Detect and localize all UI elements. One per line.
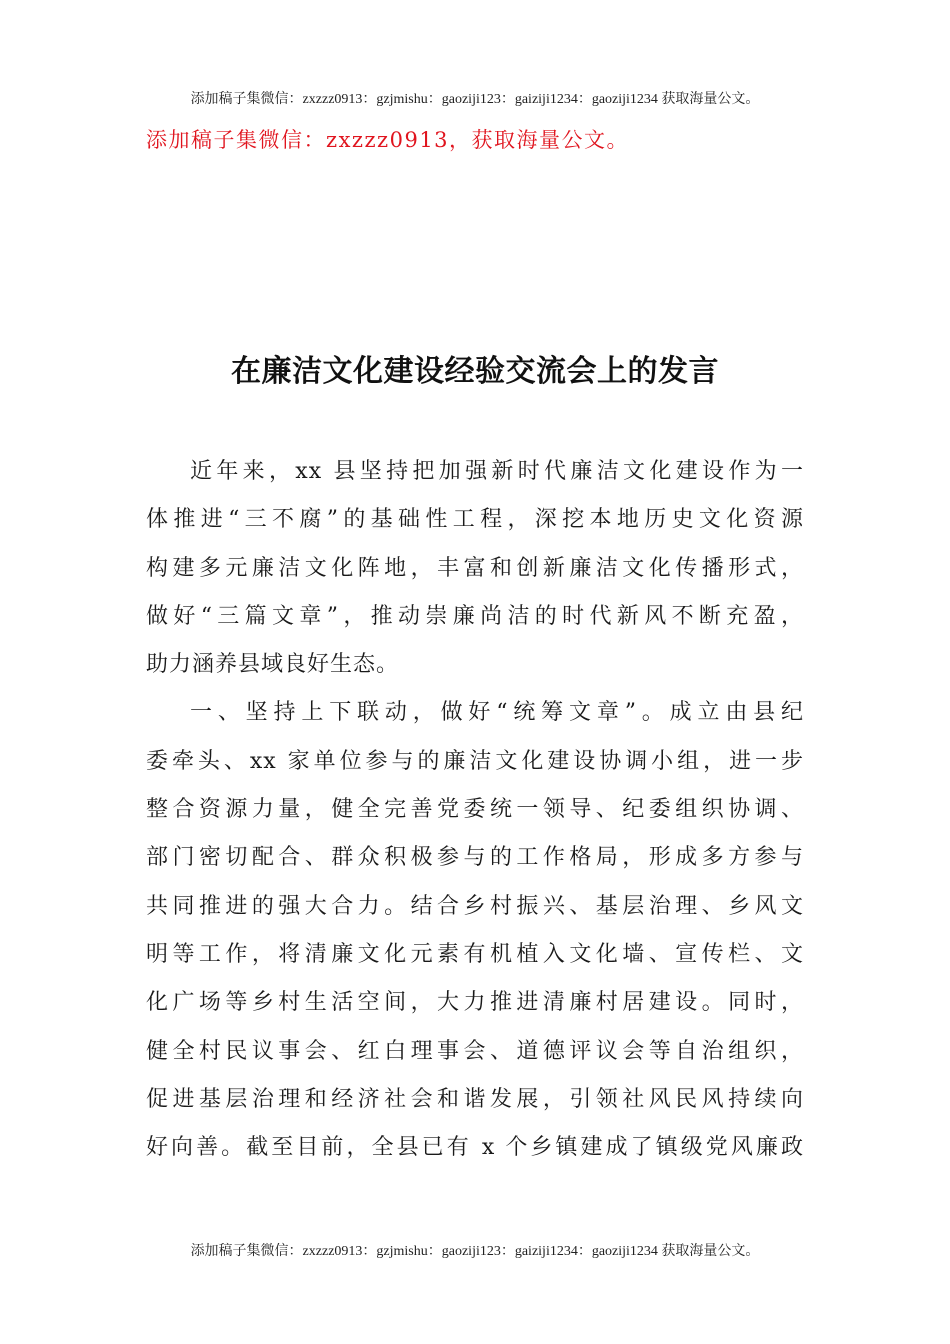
paragraph-intro bbox=[146, 448, 804, 689]
text-line: 化广场等乡村生活空间，大力推进清廉村居建设。同时， bbox=[146, 990, 804, 1016]
text-line: 促进基层治理和经济社会和谐发展，引领社风民风持续向 bbox=[146, 1086, 804, 1112]
text-line: 做好“三篇文章”，推动崇廉尚洁的时代新风不断充盈， bbox=[146, 603, 804, 629]
text-line: 构建多元廉洁文化阵地，丰富和创新廉洁文化传播形式， bbox=[146, 555, 804, 581]
text-line: 整合资源力量，健全完善党委统一领导、纪委组织协调、 bbox=[146, 797, 804, 823]
text-line: 助力涵养县域良好生态。 bbox=[146, 652, 400, 678]
text-line: 委牵头、xx 家单位参与的廉洁文化建设协调小组，进一步 bbox=[146, 748, 804, 774]
text-line: 健全村民议事会、红白理事会、道德评议会等自治组织， bbox=[146, 1038, 804, 1064]
red-promo-note: 添加稿子集微信：zxzzz0913，获取海量公文。 bbox=[146, 128, 630, 152]
text-line: 体推进“三不腐”的基础性工程，深挖本地历史文化资源 bbox=[146, 507, 804, 533]
document-title: 在廉洁文化建设经验交流会上的发言 bbox=[231, 354, 719, 389]
text-line: 明等工作，将清廉文化元素有机植入文化墙、宣传栏、文 bbox=[146, 941, 804, 967]
document-body bbox=[146, 448, 804, 1172]
text-line: 共同推进的强大合力。结合乡村振兴、基层治理、乡风文 bbox=[146, 893, 804, 919]
text-line: 部门密切配合、群众积极参与的工作格局，形成多方参与 bbox=[146, 845, 804, 871]
text-line: 好向善。截至目前，全县已有 x 个乡镇建成了镇级党风廉政 bbox=[146, 1135, 804, 1161]
paragraph-section-one bbox=[146, 689, 804, 1172]
text-line: 一、坚持上下联动，做好“统筹文章”。成立由县纪 bbox=[190, 700, 804, 726]
text-line: 近年来，xx 县坚持把加强新时代廉洁文化建设作为一 bbox=[190, 459, 804, 484]
header-watermark-note: 添加稿子集微信：zxzzz0913：gzjmishu：gaoziji123：gaiziji1234：gaoziji1234 获取海量公文。 bbox=[190, 92, 760, 107]
footer-watermark-note: 添加稿子集微信：zxzzz0913：gzjmishu：gaoziji123：gaiziji1234：gaoziji1234 获取海量公文。 bbox=[190, 1244, 760, 1259]
